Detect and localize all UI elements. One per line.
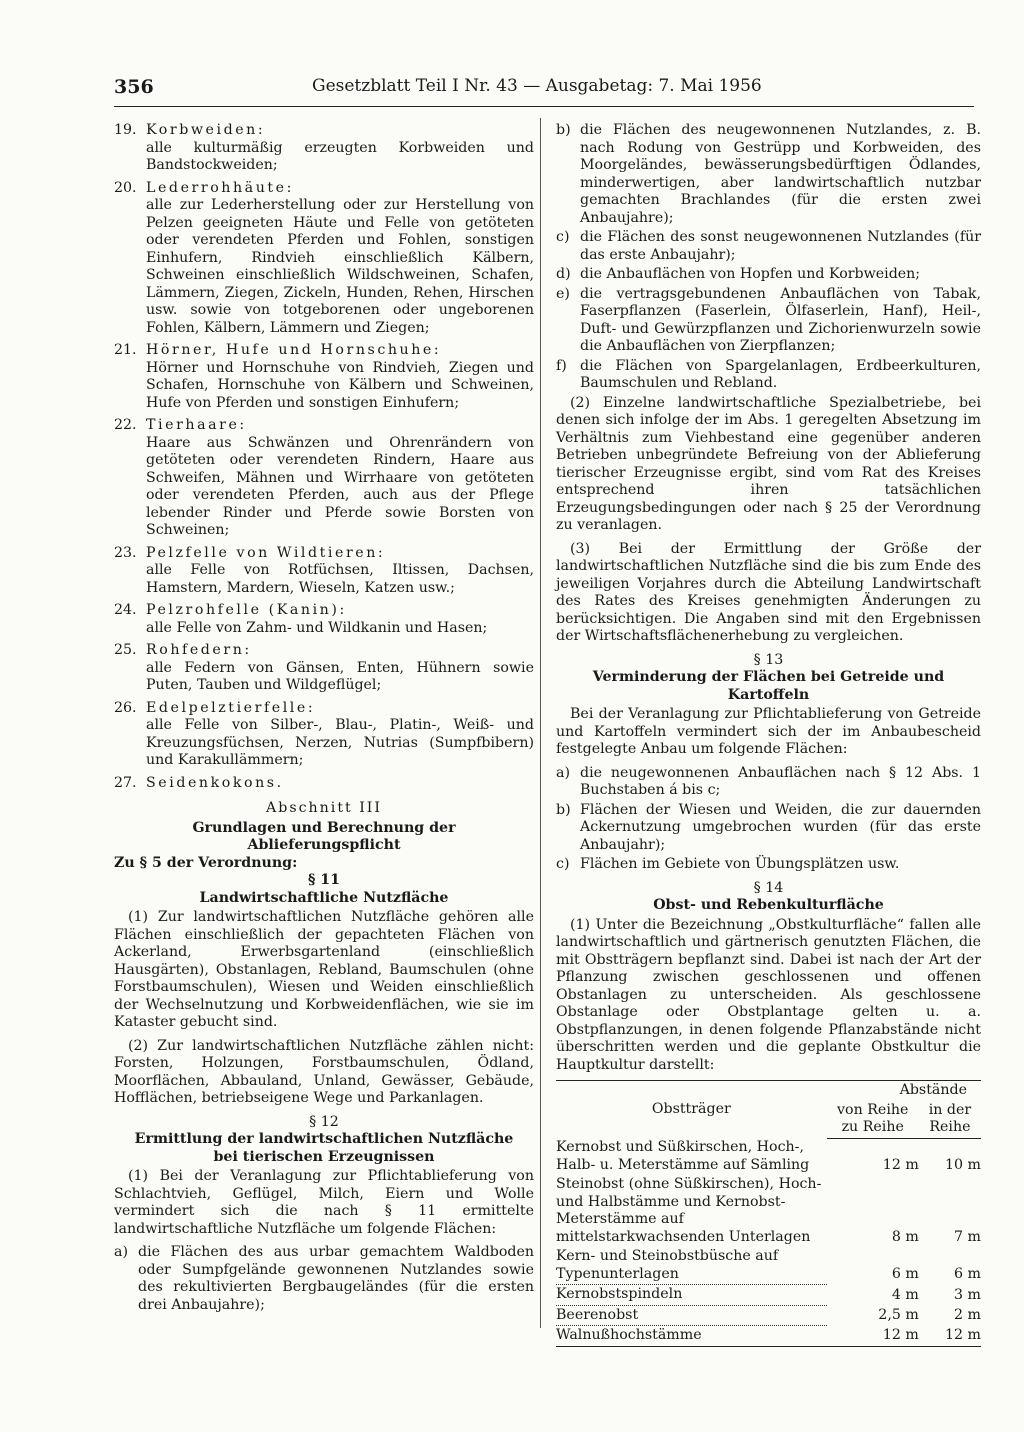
list-item-text: die Flächen des aus urbar gemachtem Waldboden oder Sumpfgelände gewonnenen Nutzlandes sowie des rekultivierten Bergbaugeländes (für die ersten drei Anbaujahre); (138, 1244, 534, 1313)
list-item-text: die vertragsgebundenen Anbauflächen von Tabak, Faserpflanzen (Faserlein, Ölfaserlein, Hanf), Heil-, Duft- und Gewürzpflanzen und Zichorienwurzeln sowie die Anbauflächen von Zierpflanzen; (580, 285, 981, 354)
left-column (114, 122, 534, 1316)
paragraph-number-12: § 12 (309, 1113, 339, 1130)
product-item-body (146, 122, 534, 175)
product-item (114, 342, 534, 412)
product-item-body (146, 602, 534, 637)
table-cell-between-rows: 2,5 m (878, 1307, 919, 1323)
product-item (114, 417, 534, 540)
product-item (114, 642, 534, 695)
paragraph-title-12-line1: Ermittlung der landwirtschaftlichen Nutzfläche (134, 1131, 514, 1147)
paragraph-number-13: § 13 (753, 651, 784, 668)
table-row (556, 1138, 981, 1175)
table-cell-fruit: Kernobstspindeln (556, 1285, 827, 1306)
table-cell-between-rows: 12 m (827, 1326, 919, 1347)
list-item-text: Flächen im Gebiete von Übungsplätzen usw. (580, 856, 900, 872)
product-item-body (146, 417, 534, 540)
product-item-term: Hörner, Hufe und Hornschuhe: (146, 342, 442, 358)
product-item-number: 27. (114, 774, 137, 791)
table-cell-fruit: Beerenobst (556, 1305, 827, 1326)
table-row (556, 1285, 981, 1306)
list-item-label: d) (556, 266, 571, 282)
product-item-term: Korbweiden: (146, 122, 266, 138)
list-item (556, 802, 981, 855)
table-header-between-rows: von Reihe zu Reihe (827, 1101, 919, 1139)
table-cell-in-row: 2 m (954, 1307, 981, 1323)
paragraph-title-11: Landwirtschaftliche Nutzfläche (199, 889, 449, 906)
list-item (556, 286, 981, 356)
paragraph-number-11: § 11 (307, 872, 341, 888)
paragraph-12-list (556, 122, 981, 393)
table-cell-fruit: Kernobst und Süßkirschen, Hoch-, Halb- u. Meterstämme auf Sämling (556, 1139, 810, 1173)
product-item-number: 19. (114, 122, 137, 138)
product-item (114, 700, 534, 770)
section-subtitle: Zu § 5 der Verordnung: (114, 854, 298, 871)
product-item (114, 602, 534, 637)
product-item-number: 26. (114, 699, 137, 716)
paragraph-title-13: Verminderung der Flächen bei Getreide und Kartoffeln (592, 669, 945, 703)
product-item-term: Lederrohhäute: (146, 179, 294, 196)
paragraph-13-text: Bei der Veranlagung zur Pflichtablieferung von Getreide und Kartoffeln vermindert sich der im Anbaubescheid festgelegte Anbau um folgende Flächen: (556, 706, 981, 757)
product-list (114, 122, 534, 792)
table-cell-fruit: Kern- und Steinobstbüsche auf Typenunterlagen (556, 1247, 827, 1285)
table-cell-in-row: 12 m (919, 1326, 981, 1347)
paragraph-number-14: § 14 (753, 879, 784, 896)
product-item (114, 545, 534, 598)
product-item-description: Haare aus Schwänzen und Ohrenrändern von getöteten oder verendeten Rindern, Haare aus Schweifen, Mähnen und Wirrhaare von getöteten oder verendeten Pferden, auch aus der Pflege lebender Rinder und Pferde sowie Borsten von Schweinen; (146, 434, 534, 538)
table-header-distances: Abstände (827, 1081, 981, 1101)
product-item-number: 23. (114, 544, 137, 561)
list-item-text: die Flächen von Spargelanlagen, Erdbeerkulturen, Baumschulen und Rebland. (580, 357, 981, 391)
list-item-text: die Flächen des sonst neugewonnenen Nutzlandes (für das erste Anbaujahr); (580, 229, 981, 263)
product-item (114, 180, 534, 338)
product-item-body (146, 545, 534, 598)
list-item-label: c) (556, 229, 570, 245)
table-cell-fruit: Walnußhochstämme (556, 1326, 827, 1347)
list-item (556, 358, 981, 393)
table-row (556, 1175, 981, 1247)
table-row (556, 1305, 981, 1326)
paragraph-12-text-2: (2) Einzelne landwirtschaftliche Spezialbetriebe, bei denen sich infolge der im Abs. 1 geregelten Absetzung im Verhältnis zum Viehbestand eine gegenüber anderen Betrieben unbegründete Befreiung von der Ablieferung tierischer Erzeugnisse ergibt, sind vom Rat des Kreises entsprechend ihren tatsächlichen Erzeugungsbedingungen oder nach § 25 der Verordnung zu veranlagen. (556, 394, 981, 533)
product-item-description: Hörner und Hornschuhe von Rindvieh, Ziegen und Schafen, Hornschuhe von Kälbern und Schweinen, Hufe von Pferden und sonstigen Einhufern; (146, 359, 534, 411)
product-item-description: alle Felle von Silber-, Blau-, Platin-, Weiß- und Kreuzungsfüchsen, Nerzen, Nutrias (Sumpfbibern) und Karakullämmern; (146, 717, 534, 768)
product-item-term: Seidenkokons. (146, 774, 284, 791)
product-item-body (146, 342, 534, 412)
list-item (114, 1244, 534, 1314)
table-header-fruit: Obstträger (556, 1081, 827, 1139)
column-divider (540, 118, 541, 1328)
list-item-label: a) (114, 1244, 128, 1260)
right-column (556, 122, 981, 1347)
product-item (114, 122, 534, 175)
paragraph-title-12-line2: bei tierischen Erzeugnissen (213, 1148, 435, 1165)
product-item-body (146, 700, 534, 770)
product-item-body (146, 180, 534, 338)
list-item (556, 856, 981, 874)
product-item-term: Edelpelztierfelle: (146, 699, 316, 716)
product-item-term: Pelzfelle von Wildtieren: (146, 544, 386, 561)
paragraph-11-text-1: (1) Zur landwirtschaftlichen Nutzfläche gehören alle Flächen einschließlich der gepachteten Flächen von Ackerland, Erwerbsgartenland (einschließlich Hausgärten), Obstanlagen, Rebland, Baumschulen (ohne Forstbaumschulen), Wiesen und Weiden einschließlich der Wechselnutzung und Korbweidenflächen, wie sie im Kataster gebucht sind. (114, 909, 534, 1030)
table-row (556, 1247, 981, 1285)
product-item-body (146, 775, 534, 793)
list-item-text: die neugewonnenen Anbauflächen nach § 12 Abs. 1 Buchstaben á bis c; (580, 764, 981, 798)
table-cell-fruit: Steinobst (ohne Süßkirschen), Hoch- und Halbstämme und Kernobst-Meterstämme auf mittelstarkwachsenden Unterlagen (556, 1176, 822, 1245)
product-item-description: alle zur Lederherstellung oder zur Herstellung von Pelzen geeigneten Häute und Felle von getöteten oder verendeten Pferden und Fohlen, sonstigen Einhufern, Rindvieh einschließlich Kälbern, Schweinen einschließlich Wildschweinen, Schafen, Lämmern, Ziegen, Zickeln, Hunden, Rehen, Hirschen usw. sowie von totgeborenen oder ungeborenen Fohlen, Kälbern, Lämmern und Ziegen; (146, 197, 534, 336)
paragraph-title-14: Obst- und Rebenkulturfläche (653, 897, 884, 913)
list-item (556, 266, 981, 284)
planting-distance-table (556, 1080, 981, 1347)
product-item-description: alle kulturmäßig erzeugten Korbweiden und Bandstockweiden; (146, 139, 534, 173)
product-item-description: alle Federn von Gänsen, Enten, Hühnern sowie Puten, Tauben und Wildgeflügel; (146, 659, 534, 693)
list-item (556, 229, 981, 264)
paragraph-11-text-2: (2) Zur landwirtschaftlichen Nutzfläche zählen nicht: Forsten, Holzungen, Forstbaumschulen, Ödland, Moorflächen, Abbauland, Unland, Gewässer, Gebäude, Hofflächen, betriebseigene Wege und Parkanlagen. (114, 1037, 534, 1106)
paragraph-12-text-1: (1) Bei der Veranlagung zur Pflichtablieferung von Schlachtvieh, Geflügel, Milch, Eiern und Wolle vermindert sich die nach § 11 ermittelte landwirtschaftliche Nutzfläche um folgende Flächen: (114, 1168, 534, 1237)
product-item-number: 20. (114, 179, 137, 196)
page-number: 356 (114, 76, 154, 98)
product-item-number: 21. (114, 342, 137, 358)
product-item-term: Pelzrohfelle (Kanin): (146, 602, 347, 618)
list-item-label: a) (556, 764, 570, 781)
table-cell-in-row: 3 m (954, 1286, 981, 1303)
table-cell-between-rows: 6 m (891, 1266, 919, 1282)
section-heading: Abschnitt III (266, 800, 382, 816)
product-item-number: 25. (114, 642, 137, 658)
product-item-term: Tierhaare: (146, 417, 247, 433)
table-cell-between-rows: 8 m (891, 1228, 919, 1245)
product-item-term: Rohfedern: (146, 642, 252, 658)
product-item-number: 24. (114, 602, 137, 618)
paragraph-13-list (556, 765, 981, 874)
list-item-label: b) (556, 801, 571, 818)
list-item-label: e) (556, 285, 570, 302)
section-title: Grundlagen und Berechnung der Ablieferungspflicht (192, 819, 456, 853)
list-item-text: Flächen der Wiesen und Weiden, die zur dauernden Ackernutzung umgebrochen wurden (für das erste Anbaujahr); (580, 801, 981, 853)
product-item-description: alle Felle von Rotfüchsen, Iltissen, Dachsen, Hamstern, Mardern, Wieseln, Katzen usw.; (146, 562, 534, 596)
paragraph-14-text: (1) Unter die Bezeichnung „Obstkulturfläche“ fallen alle landwirtschaftlich und gärtnerisch genutzten Flächen, die mit Obstträgern bepflanzt sind. Dabei ist nach der Art der Pflanzung zwischen geschlossenen und offenen Obstanlagen zu unterscheiden. Als geschlossene Obstanlage oder Obstplantage gelten u. a. Obstpflanzungen, in denen folgende Pflanzabstände nicht überschritten werden und die geplante Obstkultur die Hauptkultur darstellt: (556, 916, 981, 1073)
running-head: Gesetzblatt Teil I Nr. 43 — Ausgabetag: 7. Mai 1956 (312, 76, 762, 96)
list-item-text: die Flächen des neugewonnenen Nutzlandes, z. B. nach Rodung von Gestrüpp und Korbweiden, des Moorgeländes, bewässerungsbedürftigen Ödlandes, minderwertigen, aber landwirtschaftlich nutzbar gemachten Brachlandes (für die ersten zwei Anbaujahre); (580, 122, 981, 226)
product-item-description: alle Felle von Zahm- und Wildkanin und Hasen; (146, 619, 488, 636)
table-cell-between-rows: 12 m (882, 1156, 919, 1173)
list-item-label: c) (556, 856, 570, 872)
paragraph-12-text-3: (3) Bei der Ermittlung der Größe der landwirtschaftlichen Nutzfläche sind die bis zum Ende des jeweiligen Vorjahres durch die Abteilung Landwirtschaft des Rates des Kreises genehmigten Änderungen zu berücksichtigen. Die Angaben sind mit den Ergebnissen der Wirtschaftsflächenerhebung zu vergleichen. (556, 540, 981, 644)
table-cell-in-row: 7 m (954, 1228, 981, 1245)
product-item (114, 775, 534, 793)
table-cell-in-row: 6 m (954, 1266, 981, 1282)
table-body (556, 1138, 981, 1346)
product-item-number: 22. (114, 417, 137, 433)
table-header-in-row: in der Reihe (919, 1101, 981, 1139)
list-item-label: f) (556, 357, 567, 374)
page-header (114, 74, 974, 107)
list-item-label: b) (556, 122, 571, 138)
list-item (556, 122, 981, 227)
table-cell-between-rows: 4 m (891, 1286, 919, 1303)
list-item-text: die Anbauflächen von Hopfen und Korbweiden; (580, 266, 921, 282)
table-cell-in-row: 10 m (944, 1156, 981, 1173)
table-row (556, 1326, 981, 1347)
list-item (556, 765, 981, 800)
product-item-body (146, 642, 534, 695)
